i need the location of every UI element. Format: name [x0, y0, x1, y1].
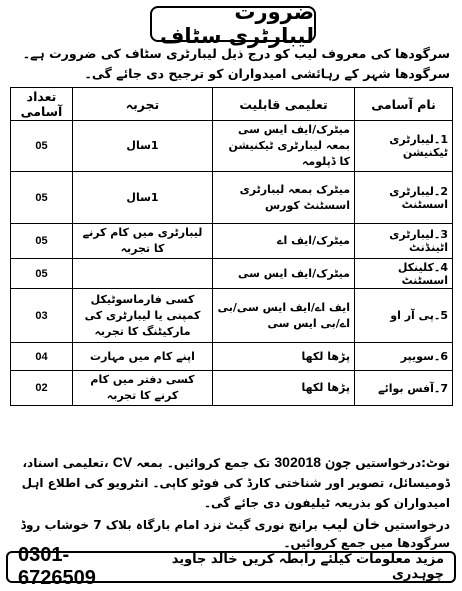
vacancy-table — [10, 87, 453, 406]
cell-name: 2۔لیبارٹری اسسٹنٹ — [355, 172, 453, 224]
table-row — [11, 371, 453, 406]
cell-name: 1۔لیبارٹری ٹیکنیشن — [355, 121, 453, 172]
table-row — [11, 259, 453, 289]
intro-text: سرگودھا کی معروف لیب کو درج ذیل لیبارٹری سٹاف کی ضرورت ہے۔ سرگودھا شہر کے رہائشی امیدواران کو ترجیح دی جائے گی۔ — [22, 46, 450, 81]
cell-count: 02 — [11, 371, 73, 406]
apply-text-1: درخواستیں — [384, 518, 450, 532]
application-note — [12, 452, 450, 513]
cell-count: 05 — [11, 172, 73, 224]
cell-count: 05 — [11, 121, 73, 172]
cell-experience: لیبارٹری میں کام کرنے کا تجربہ — [73, 224, 213, 259]
cell-qualification: میٹرک/ایف ایس سی — [213, 259, 355, 289]
cell-name: 5۔پی آر او — [355, 289, 453, 343]
cell-count: 05 — [11, 224, 73, 259]
cell-experience: 1سال — [73, 121, 213, 172]
cell-qualification: میٹرک بمعہ لیبارٹری اسسٹنٹ کورس — [213, 172, 355, 224]
header-count: تعداد آسامی — [11, 88, 73, 121]
cell-qualification: میٹرک/ایف اے — [213, 224, 355, 259]
cell-qualification: پڑھا لکھا — [213, 371, 355, 406]
note-text-3: ،تعلیمی اسناد، ڈومیسائل، تصویر اور شناختی کارڈ کی فوٹو کاپی۔ انٹرویو کی اطلاع اہل امیدواران کو بذریعہ ٹیلیفون دی جائے گی۔ — [21, 456, 450, 510]
table-row — [11, 121, 453, 172]
cell-experience — [73, 259, 213, 289]
cell-count: 05 — [11, 259, 73, 289]
table-header-row — [11, 88, 453, 121]
table-row — [11, 224, 453, 259]
table-row — [11, 289, 453, 343]
cell-name: 3۔لیبارٹری اٹینڈنٹ — [355, 224, 453, 259]
note-text-2: تک جمع کروائیں۔ بمعہ — [136, 456, 271, 470]
deadline-date: 30جون 2018 — [274, 454, 352, 470]
contact-text: مزید معلومات کیلئے رابطہ کریں خالد جاوید چوہدری — [171, 552, 444, 582]
cell-experience: اپنے کام میں مہارت — [73, 343, 213, 371]
cell-name: 7۔آفس بوائے — [355, 371, 453, 406]
cell-qualification: ایف اے/ایف ایس سی/بی اے/بی ایس سی — [213, 289, 355, 343]
contact-box — [6, 544, 456, 589]
cell-qualification: میٹرک/ایف ایس سی بمعہ لیبارٹری ٹیکنیشن کا ڈپلومہ — [213, 121, 355, 172]
cell-count: 04 — [11, 343, 73, 371]
lab-name: خان لیب — [322, 517, 381, 533]
cell-experience: کسی فارماسوٹیکل کمپنی یا لیبارٹری کی مارکیٹنگ کا تجربہ — [73, 289, 213, 343]
cv-label: CV — [112, 454, 133, 470]
phone-number: 0301-6726509 — [18, 544, 96, 589]
header-name: نام آسامی — [355, 88, 453, 121]
table-row — [11, 172, 453, 224]
header-qualification: تعلیمی قابلیت — [213, 88, 355, 121]
page-title: ضرورت لیبارٹری سٹاف — [150, 6, 316, 42]
note-text-1: نوٹ:درخواستیں — [355, 456, 450, 470]
cell-name: 4۔کلینکل اسسٹنٹ — [355, 259, 453, 289]
cell-experience: 1سال — [73, 172, 213, 224]
table-row — [11, 343, 453, 371]
cell-qualification: پڑھا لکھا — [213, 343, 355, 371]
cell-name: 6۔سویپر — [355, 343, 453, 371]
cell-experience: کسی دفتر میں کام کرنے کا تجربہ — [73, 371, 213, 406]
cell-count: 03 — [11, 289, 73, 343]
apply-text-2: برانچ نوری گیٹ نزد امام بارگاہ بلاک 7 خوشاب روڈ سرگودھا میں جمع کروائیں۔ — [20, 518, 450, 550]
header-experience: تجربہ — [73, 88, 213, 121]
